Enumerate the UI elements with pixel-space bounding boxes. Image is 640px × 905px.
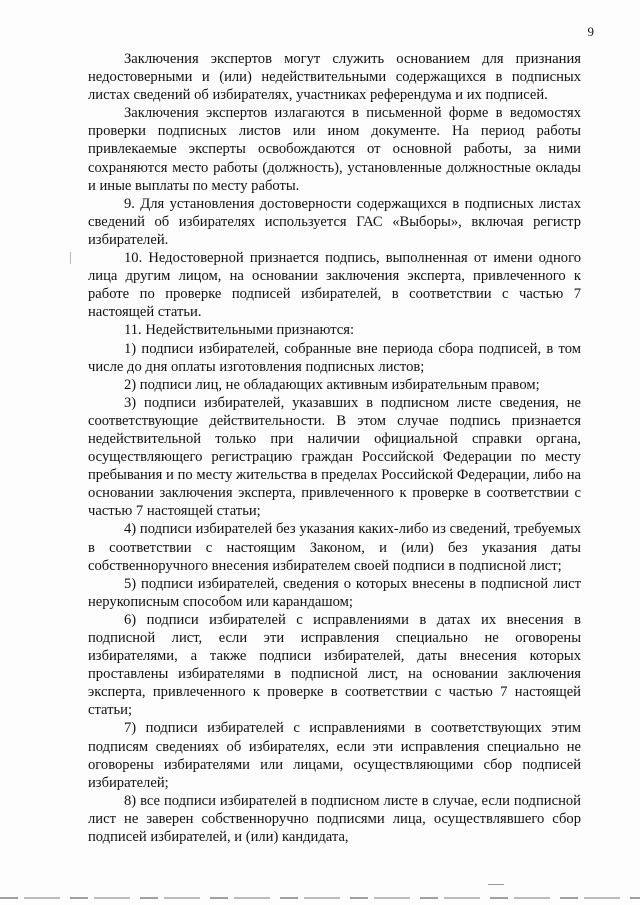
list-item-7: 7) подписи избирателей с исправлениями в соответствующих этим подписям сведениях об избирателях, если эти исправления специально не оговорены избирателями или лицами, осуществляющими сбор подписей избирателей; bbox=[88, 720, 581, 791]
list-item-3: 3) подписи избирателей, указавших в подписном листе сведения, не соответствующие действительности. В этом случае подпись признается недействительной только при наличии официальной справки органа, осуществляющего регистрацию граждан Российской Федерации по месту пребывания и по месту жительства в пределах Российской Федерации, либо на основании заключения эксперта, привлеченного к проверке в соответствии с частью 7 настоящей статьи; bbox=[88, 394, 581, 520]
paragraph-expert-conclusions-basis: Заключения экспертов могут служить основанием для признания недостоверными и (или) недействительными содержащихся в подписных листах сведений об избирателях, участниках референдума и их подписей. bbox=[88, 51, 581, 104]
list-item-1: 1) подписи избирателей, собранные вне периода сбора подписей, в том числе до дня оплаты изготовления подписных листов; bbox=[88, 340, 581, 375]
list-item-4: 4) подписи избирателей без указания каких-либо из сведений, требуемых в соответствии с настоящим Законом, и (или) без указания даты собственноручного внесения избирателем своей подписи в подписной лист; bbox=[88, 521, 581, 574]
paragraph-expert-conclusions-form: Заключения экспертов излагаются в письменной форме в ведомостях проверки подписных листов или ином документе. На период работы привлекаемые эксперты освобождаются от основной работы, за ними сохраняются место работы (должность), установленные должностные оклады и иные выплаты по месту работы. bbox=[88, 105, 581, 194]
list-item-8: 8) все подписи избирателей в подписном листе в случае, если подписной лист не заверен собственноручно подписями лица, осуществлявшего сбор подписей избирателей, и (или) кандидата, bbox=[88, 792, 581, 846]
document-body bbox=[88, 50, 581, 846]
list-item-5: 5) подписи избирателей, сведения о которых внесены в подписной лист нерукописным способом или карандашом; bbox=[88, 575, 581, 610]
paragraph-10: 10. Недостоверной признается подпись, выполненная от имени одного лица другим лицом, на основании заключения эксперта, привлеченного к работе по проверке подписей избирателей, в соответствии с частью 7 настоящей статьи. bbox=[88, 250, 581, 321]
list-item-6: 6) подписи избирателей с исправлениями в датах их внесения в подписной лист, если эти исправления специально не оговорены избирателями, а также подписи избирателей, даты внесения которых проставлены избирателями в подписной лист, на основании заключения эксперта, привлеченного к проверке в соответствии с частью 7 настоящей статьи; bbox=[88, 611, 581, 719]
paragraph-9: 9. Для установления достоверности содержащихся в подписных листах сведений об избирателях используется ГАС «Выборы», включая регистр избирателей. bbox=[88, 195, 581, 248]
scan-edge-mark bbox=[70, 252, 71, 264]
paragraph-11: 11. Недействительными признаются: bbox=[124, 322, 355, 339]
list-item-2: 2) подписи лиц, не обладающих активным избирательным правом; bbox=[124, 376, 540, 393]
scan-artifact-mark bbox=[488, 884, 504, 885]
page-number: 9 bbox=[587, 24, 594, 39]
scan-bottom-edge bbox=[0, 897, 640, 899]
